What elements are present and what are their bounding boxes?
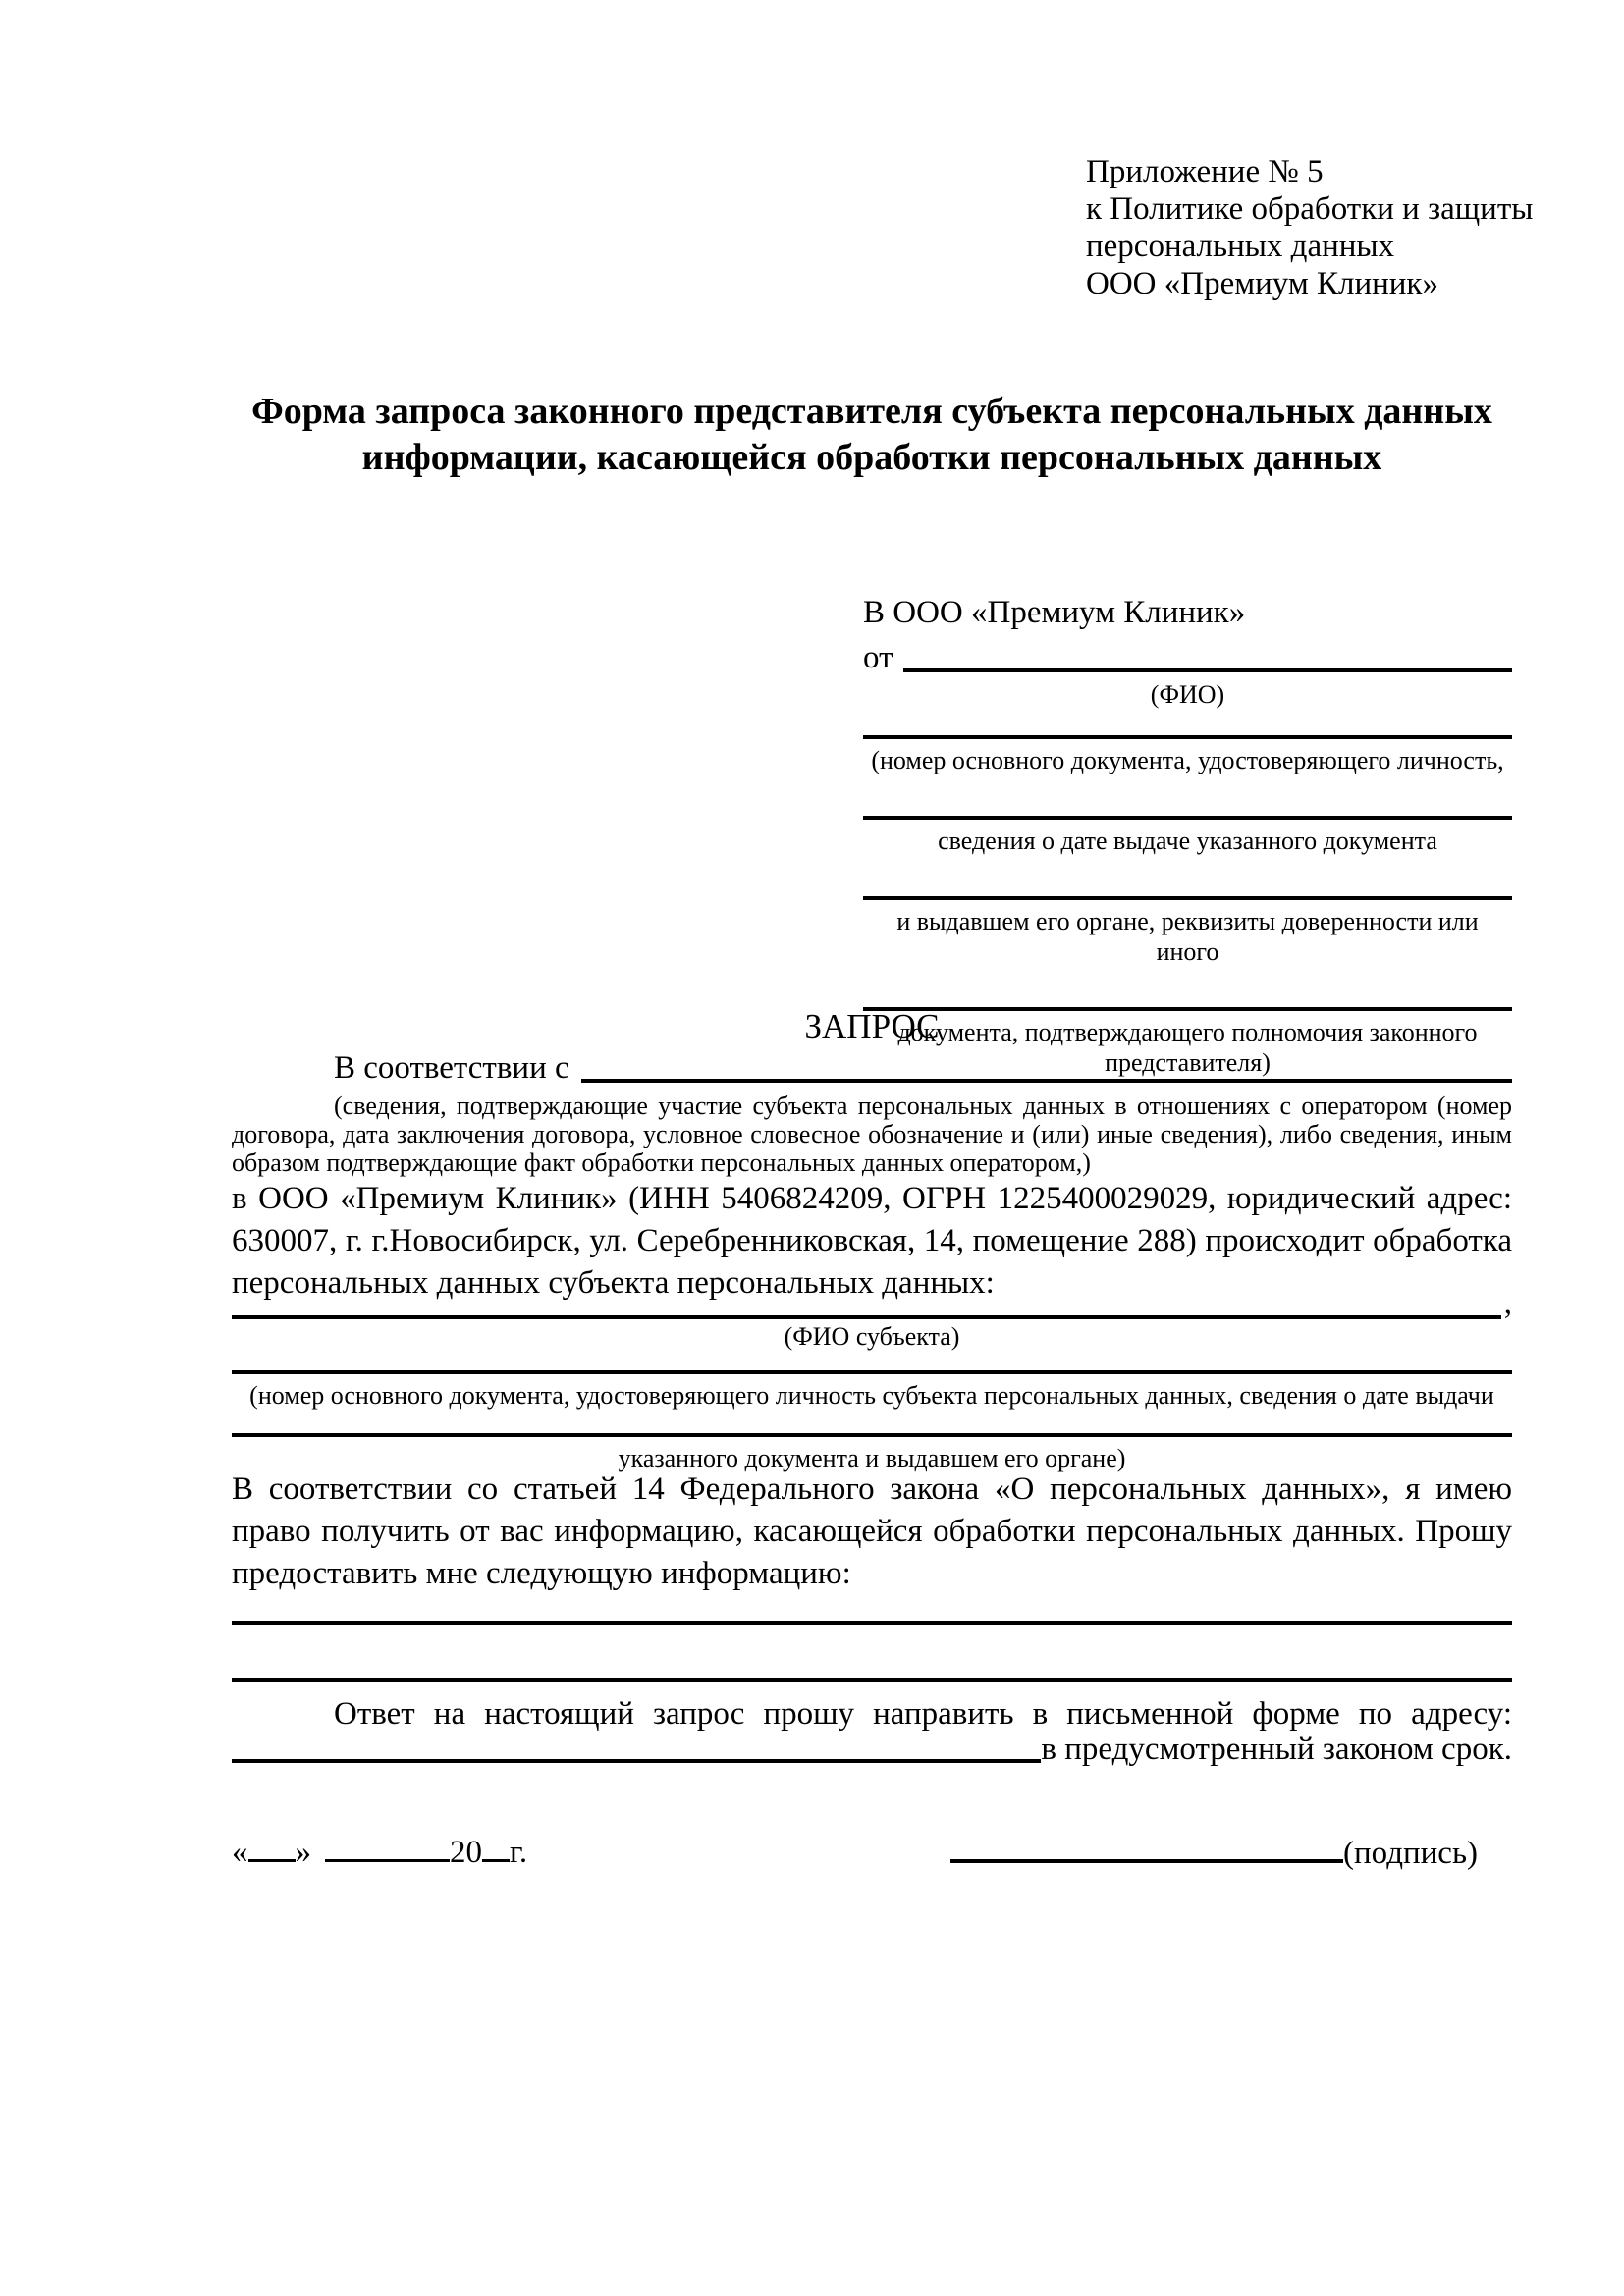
from-row bbox=[863, 638, 1512, 677]
subject-fio-row bbox=[232, 1286, 1512, 1319]
appendix-note bbox=[1086, 153, 1533, 302]
addressee-field bbox=[863, 816, 1512, 856]
signature-fill-line bbox=[950, 1826, 1343, 1863]
appendix-line: Приложение № 5 bbox=[1086, 154, 1324, 189]
date-close-quote: » bbox=[295, 1835, 311, 1870]
appendix-line: к Политике обработки и защиты bbox=[1086, 191, 1534, 227]
date-open-quote: « bbox=[232, 1835, 248, 1870]
subject-doc-fill-line-2 bbox=[232, 1433, 1512, 1437]
rights-paragraph: В соответствии со статьей 14 Федерального закона «О персональных данных», я имею право получить от вас информацию, касающейся обработки персональных данных. Прошу предоставить мне следующую информацию: bbox=[232, 1471, 1512, 1591]
addressee-field-caption: документа, подтверждающего полномочия законного представителя) bbox=[897, 1018, 1478, 1077]
date-year-prefix: 20 bbox=[450, 1835, 482, 1870]
addressee-field bbox=[863, 896, 1512, 967]
addressee-block bbox=[863, 593, 1512, 1078]
document-title bbox=[232, 389, 1512, 481]
date-year-suffix: г. bbox=[510, 1835, 528, 1870]
date-year-fill bbox=[482, 1826, 510, 1862]
addressee-field-caption: сведения о дате выдаче указанного документа bbox=[938, 827, 1437, 855]
appendix-line: ООО «Премиум Клиник» bbox=[1086, 266, 1438, 301]
intro-fill-line bbox=[581, 1048, 1512, 1083]
subject-doc-fill-line-1 bbox=[232, 1370, 1512, 1374]
intro-caption: (сведения, подтверждающие участие субъекта персональных данных в отношениях с оператором (номер договора, дата заключения договора, условное словесное обозначение и (или) иные сведения), либо сведения, иным образом подтверждающие факт обработки персональных данных оператором,) bbox=[232, 1092, 1512, 1177]
signature-caption: (подпись) bbox=[1343, 1836, 1478, 1871]
document-title-line1: Форма запроса законного представителя субъекта персональных данных bbox=[251, 391, 1492, 432]
intro-row bbox=[232, 1048, 1512, 1088]
appendix-line: персональных данных bbox=[1086, 229, 1395, 264]
signature-group bbox=[950, 1826, 1478, 1874]
subject-comma: , bbox=[1503, 1286, 1512, 1321]
addressee-field bbox=[863, 735, 1512, 775]
addressee-field-line bbox=[863, 816, 1512, 820]
reply-paragraph: Ответ на настоящий запрос прошу направить в письменной форме по адресу: bbox=[334, 1696, 1512, 1732]
subject-fio-fill-line bbox=[232, 1286, 1501, 1319]
addressee-field-caption: (номер основного документа, удостоверяющего личность, bbox=[871, 746, 1504, 774]
fio-caption: (ФИО) bbox=[1150, 680, 1225, 709]
date-month-fill bbox=[325, 1826, 450, 1862]
subject-fio-caption: (ФИО субъекта) bbox=[784, 1322, 960, 1351]
addressee-field-caption: и выдавшем его органе, реквизиты доверенности или иного bbox=[896, 907, 1479, 966]
operator-paragraph: в ООО «Премиум Клиник» (ИНН 5406824209, ОГРН 1225400029029, юридический адрес: 630007, г. г.Новосибирск, ул. Серебренниковская, 14, помещение 288) происходит обработка персональных данных субъекта персональных данных: bbox=[232, 1181, 1512, 1301]
from-fill-line bbox=[903, 638, 1513, 672]
addressee-field-line bbox=[863, 735, 1512, 739]
subject-doc-caption-2: указанного документа и выдавшем его органе) bbox=[618, 1444, 1126, 1472]
date-signature-row bbox=[232, 1826, 1512, 1871]
blank-fill-line-1 bbox=[232, 1621, 1512, 1625]
from-label: от bbox=[863, 640, 893, 675]
reply-address-fill-line bbox=[232, 1734, 1041, 1763]
date-day-fill bbox=[248, 1826, 296, 1862]
intro-label: В соответствии с bbox=[334, 1050, 569, 1086]
reply-address-row bbox=[232, 1730, 1512, 1769]
addressee-organization: В ООО «Премиум Клиник» bbox=[863, 595, 1246, 630]
document-title-line2: информации, касающейся обработки персональных данных bbox=[361, 437, 1382, 478]
subject-doc-caption-1: (номер основного документа, удостоверяющего личность субъекта персональных данных, сведения о дате выдачи bbox=[249, 1381, 1494, 1410]
addressee-field-line bbox=[863, 896, 1512, 900]
reply-tail: в предусмотренный законом срок. bbox=[1041, 1732, 1512, 1767]
request-heading: ЗАПРОС bbox=[804, 1007, 940, 1045]
blank-fill-line-2 bbox=[232, 1678, 1512, 1682]
